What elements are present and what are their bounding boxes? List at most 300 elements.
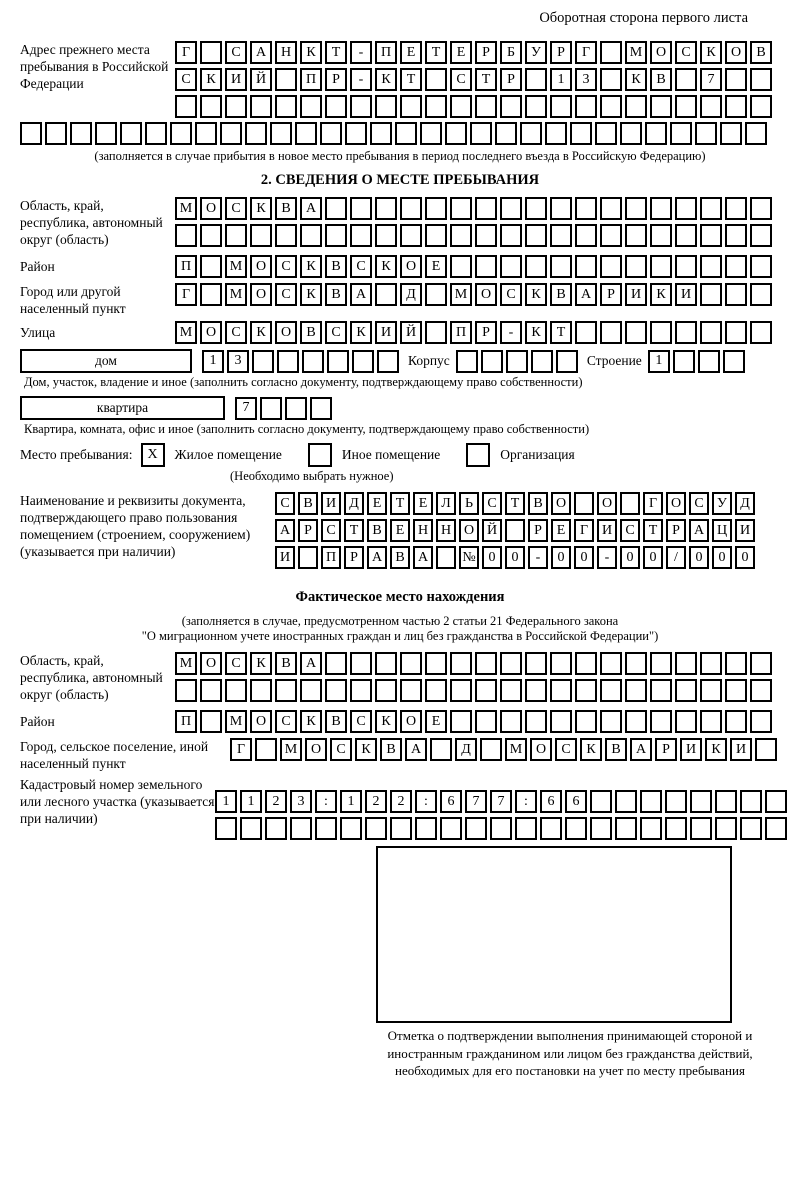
char-cell[interactable]: И bbox=[730, 738, 752, 761]
char-cell[interactable]: О bbox=[250, 255, 272, 278]
char-cell[interactable] bbox=[425, 679, 447, 702]
char-cell[interactable]: А bbox=[275, 519, 295, 542]
char-cell[interactable] bbox=[750, 679, 772, 702]
char-cell[interactable]: О bbox=[551, 492, 571, 515]
char-cell[interactable]: А bbox=[350, 283, 372, 306]
char-cell[interactable]: Д bbox=[400, 283, 422, 306]
char-cell[interactable] bbox=[650, 197, 672, 220]
char-cell[interactable]: Т bbox=[425, 41, 447, 64]
char-cell[interactable]: 0 bbox=[735, 546, 755, 569]
char-cell[interactable]: С bbox=[555, 738, 577, 761]
prev-address-row-3[interactable] bbox=[175, 95, 775, 118]
dom-type-box[interactable]: дом bbox=[20, 349, 192, 373]
char-cell[interactable]: Е bbox=[551, 519, 571, 542]
char-cell[interactable] bbox=[445, 122, 467, 145]
char-cell[interactable] bbox=[200, 224, 222, 247]
char-cell[interactable]: С bbox=[225, 41, 247, 64]
char-cell[interactable]: Е bbox=[413, 492, 433, 515]
char-cell[interactable] bbox=[525, 197, 547, 220]
char-cell[interactable]: 3 bbox=[227, 350, 249, 373]
char-cell[interactable] bbox=[550, 197, 572, 220]
char-cell[interactable]: А bbox=[300, 652, 322, 675]
char-cell[interactable] bbox=[575, 255, 597, 278]
char-cell[interactable]: Е bbox=[390, 519, 410, 542]
char-cell[interactable] bbox=[400, 95, 422, 118]
char-cell[interactable]: О bbox=[400, 255, 422, 278]
char-cell[interactable] bbox=[600, 255, 622, 278]
char-cell[interactable] bbox=[745, 122, 767, 145]
char-cell[interactable]: В bbox=[750, 41, 772, 64]
char-cell[interactable]: 1 bbox=[340, 790, 362, 813]
char-cell[interactable]: Р bbox=[500, 68, 522, 91]
char-cell[interactable] bbox=[575, 95, 597, 118]
char-cell[interactable]: 7 bbox=[700, 68, 722, 91]
char-cell[interactable] bbox=[750, 652, 772, 675]
char-cell[interactable] bbox=[290, 817, 312, 840]
char-cell[interactable] bbox=[350, 652, 372, 675]
char-cell[interactable] bbox=[575, 197, 597, 220]
char-cell[interactable] bbox=[665, 790, 687, 813]
char-cell[interactable]: Г bbox=[175, 283, 197, 306]
char-cell[interactable] bbox=[725, 224, 747, 247]
char-cell[interactable] bbox=[375, 197, 397, 220]
char-cell[interactable]: 1 bbox=[648, 350, 670, 373]
char-cell[interactable]: К bbox=[300, 710, 322, 733]
char-cell[interactable] bbox=[675, 321, 697, 344]
char-cell[interactable]: И bbox=[675, 283, 697, 306]
char-cell[interactable]: Р bbox=[298, 519, 318, 542]
char-cell[interactable]: - bbox=[597, 546, 617, 569]
char-cell[interactable]: Д bbox=[455, 738, 477, 761]
korpus-cells[interactable] bbox=[456, 350, 581, 373]
char-cell[interactable]: 1 bbox=[240, 790, 262, 813]
char-cell[interactable] bbox=[175, 679, 197, 702]
char-cell[interactable] bbox=[615, 790, 637, 813]
char-cell[interactable] bbox=[500, 652, 522, 675]
char-cell[interactable]: И bbox=[680, 738, 702, 761]
char-cell[interactable] bbox=[200, 710, 222, 733]
char-cell[interactable] bbox=[650, 679, 672, 702]
char-cell[interactable] bbox=[365, 817, 387, 840]
char-cell[interactable] bbox=[325, 95, 347, 118]
char-cell[interactable]: В bbox=[325, 283, 347, 306]
char-cell[interactable] bbox=[750, 255, 772, 278]
char-cell[interactable] bbox=[415, 817, 437, 840]
char-cell[interactable] bbox=[725, 197, 747, 220]
char-cell[interactable]: Л bbox=[436, 492, 456, 515]
char-cell[interactable] bbox=[350, 224, 372, 247]
char-cell[interactable]: К bbox=[300, 41, 322, 64]
char-cell[interactable]: И bbox=[735, 519, 755, 542]
char-cell[interactable] bbox=[725, 321, 747, 344]
char-cell[interactable] bbox=[725, 710, 747, 733]
char-cell[interactable] bbox=[640, 790, 662, 813]
char-cell[interactable]: П bbox=[450, 321, 472, 344]
char-cell[interactable]: М bbox=[175, 197, 197, 220]
char-cell[interactable]: Е bbox=[450, 41, 472, 64]
char-cell[interactable] bbox=[625, 255, 647, 278]
char-cell[interactable]: М bbox=[175, 652, 197, 675]
char-cell[interactable]: Б bbox=[500, 41, 522, 64]
char-cell[interactable]: Р bbox=[600, 283, 622, 306]
char-cell[interactable]: У bbox=[525, 41, 547, 64]
document-row-2[interactable] bbox=[275, 519, 758, 542]
char-cell[interactable] bbox=[475, 197, 497, 220]
char-cell[interactable]: О bbox=[250, 283, 272, 306]
char-cell[interactable] bbox=[540, 817, 562, 840]
char-cell[interactable] bbox=[450, 652, 472, 675]
char-cell[interactable]: С bbox=[450, 68, 472, 91]
char-cell[interactable]: 7 bbox=[235, 397, 257, 420]
char-cell[interactable]: Т bbox=[475, 68, 497, 91]
char-cell[interactable] bbox=[525, 710, 547, 733]
char-cell[interactable]: К bbox=[525, 283, 547, 306]
char-cell[interactable]: Р bbox=[550, 41, 572, 64]
char-cell[interactable] bbox=[320, 122, 342, 145]
char-cell[interactable] bbox=[575, 652, 597, 675]
char-cell[interactable]: № bbox=[459, 546, 479, 569]
char-cell[interactable]: П bbox=[321, 546, 341, 569]
char-cell[interactable] bbox=[225, 679, 247, 702]
char-cell[interactable] bbox=[600, 679, 622, 702]
char-cell[interactable] bbox=[315, 817, 337, 840]
char-cell[interactable]: В bbox=[550, 283, 572, 306]
char-cell[interactable]: А bbox=[250, 41, 272, 64]
char-cell[interactable]: Р bbox=[666, 519, 686, 542]
char-cell[interactable] bbox=[575, 710, 597, 733]
char-cell[interactable]: 0 bbox=[482, 546, 502, 569]
char-cell[interactable] bbox=[195, 122, 217, 145]
char-cell[interactable]: 0 bbox=[620, 546, 640, 569]
char-cell[interactable]: М bbox=[280, 738, 302, 761]
char-cell[interactable] bbox=[565, 817, 587, 840]
char-cell[interactable] bbox=[377, 350, 399, 373]
char-cell[interactable] bbox=[550, 224, 572, 247]
char-cell[interactable] bbox=[250, 95, 272, 118]
char-cell[interactable] bbox=[475, 679, 497, 702]
char-cell[interactable]: 1 bbox=[215, 790, 237, 813]
char-cell[interactable]: К bbox=[525, 321, 547, 344]
char-cell[interactable] bbox=[440, 817, 462, 840]
char-cell[interactable] bbox=[590, 817, 612, 840]
char-cell[interactable]: Г bbox=[230, 738, 252, 761]
char-cell[interactable]: Т bbox=[390, 492, 410, 515]
char-cell[interactable]: Г bbox=[574, 519, 594, 542]
char-cell[interactable]: А bbox=[689, 519, 709, 542]
char-cell[interactable] bbox=[715, 790, 737, 813]
char-cell[interactable]: А bbox=[300, 197, 322, 220]
char-cell[interactable]: Н bbox=[436, 519, 456, 542]
char-cell[interactable] bbox=[720, 122, 742, 145]
char-cell[interactable]: В bbox=[325, 710, 347, 733]
char-cell[interactable] bbox=[698, 350, 720, 373]
char-cell[interactable] bbox=[277, 350, 299, 373]
char-cell[interactable]: Е bbox=[367, 492, 387, 515]
char-cell[interactable] bbox=[500, 679, 522, 702]
char-cell[interactable] bbox=[700, 679, 722, 702]
char-cell[interactable]: К bbox=[250, 652, 272, 675]
gorod-row[interactable] bbox=[175, 283, 775, 306]
char-cell[interactable]: Т bbox=[643, 519, 663, 542]
char-cell[interactable] bbox=[275, 224, 297, 247]
char-cell[interactable] bbox=[625, 95, 647, 118]
char-cell[interactable]: А bbox=[413, 546, 433, 569]
char-cell[interactable] bbox=[520, 122, 542, 145]
char-cell[interactable] bbox=[425, 95, 447, 118]
char-cell[interactable]: В bbox=[275, 197, 297, 220]
char-cell[interactable] bbox=[500, 710, 522, 733]
char-cell[interactable]: О bbox=[650, 41, 672, 64]
char-cell[interactable]: К bbox=[250, 197, 272, 220]
char-cell[interactable]: Й bbox=[482, 519, 502, 542]
char-cell[interactable] bbox=[500, 255, 522, 278]
char-cell[interactable] bbox=[550, 255, 572, 278]
char-cell[interactable]: О bbox=[530, 738, 552, 761]
char-cell[interactable]: Р bbox=[344, 546, 364, 569]
char-cell[interactable] bbox=[275, 679, 297, 702]
char-cell[interactable]: Ц bbox=[712, 519, 732, 542]
char-cell[interactable] bbox=[70, 122, 92, 145]
char-cell[interactable]: Т bbox=[344, 519, 364, 542]
checkbox-organizatsiya[interactable] bbox=[466, 443, 490, 467]
char-cell[interactable]: С bbox=[225, 321, 247, 344]
char-cell[interactable]: П bbox=[375, 41, 397, 64]
char-cell[interactable]: С bbox=[330, 738, 352, 761]
char-cell[interactable]: О bbox=[666, 492, 686, 515]
char-cell[interactable] bbox=[750, 283, 772, 306]
checkbox-zhiloe[interactable]: X bbox=[141, 443, 165, 467]
char-cell[interactable]: П bbox=[300, 68, 322, 91]
char-cell[interactable]: А bbox=[575, 283, 597, 306]
char-cell[interactable]: С bbox=[225, 652, 247, 675]
char-cell[interactable]: 0 bbox=[574, 546, 594, 569]
char-cell[interactable]: В bbox=[325, 255, 347, 278]
char-cell[interactable] bbox=[470, 122, 492, 145]
char-cell[interactable]: 3 bbox=[575, 68, 597, 91]
char-cell[interactable] bbox=[170, 122, 192, 145]
char-cell[interactable] bbox=[375, 95, 397, 118]
char-cell[interactable] bbox=[506, 350, 528, 373]
char-cell[interactable]: 2 bbox=[265, 790, 287, 813]
char-cell[interactable] bbox=[725, 283, 747, 306]
char-cell[interactable] bbox=[725, 255, 747, 278]
char-cell[interactable] bbox=[600, 652, 622, 675]
char-cell[interactable] bbox=[525, 652, 547, 675]
char-cell[interactable]: К bbox=[625, 68, 647, 91]
char-cell[interactable] bbox=[500, 95, 522, 118]
char-cell[interactable]: 6 bbox=[440, 790, 462, 813]
char-cell[interactable]: 3 bbox=[290, 790, 312, 813]
char-cell[interactable] bbox=[675, 255, 697, 278]
char-cell[interactable]: Р bbox=[528, 519, 548, 542]
document-row-1[interactable] bbox=[275, 492, 758, 515]
char-cell[interactable] bbox=[545, 122, 567, 145]
char-cell[interactable] bbox=[620, 122, 642, 145]
char-cell[interactable]: К bbox=[250, 321, 272, 344]
char-cell[interactable] bbox=[675, 197, 697, 220]
oblast-row-2[interactable] bbox=[175, 224, 775, 247]
char-cell[interactable] bbox=[475, 224, 497, 247]
char-cell[interactable] bbox=[575, 679, 597, 702]
kvartira-type-box[interactable]: квартира bbox=[20, 396, 225, 420]
char-cell[interactable] bbox=[200, 95, 222, 118]
char-cell[interactable] bbox=[495, 122, 517, 145]
char-cell[interactable]: 0 bbox=[689, 546, 709, 569]
char-cell[interactable]: Е bbox=[425, 710, 447, 733]
char-cell[interactable]: С bbox=[225, 197, 247, 220]
char-cell[interactable] bbox=[425, 197, 447, 220]
char-cell[interactable]: 0 bbox=[643, 546, 663, 569]
char-cell[interactable]: 7 bbox=[490, 790, 512, 813]
char-cell[interactable] bbox=[225, 224, 247, 247]
char-cell[interactable]: П bbox=[175, 255, 197, 278]
factual-raion-row[interactable] bbox=[175, 710, 775, 733]
char-cell[interactable]: И bbox=[597, 519, 617, 542]
char-cell[interactable]: К bbox=[375, 255, 397, 278]
char-cell[interactable] bbox=[700, 197, 722, 220]
char-cell[interactable] bbox=[675, 95, 697, 118]
char-cell[interactable]: К bbox=[300, 255, 322, 278]
char-cell[interactable] bbox=[500, 197, 522, 220]
char-cell[interactable] bbox=[225, 95, 247, 118]
char-cell[interactable]: И bbox=[375, 321, 397, 344]
char-cell[interactable]: 7 bbox=[465, 790, 487, 813]
char-cell[interactable]: И bbox=[275, 546, 295, 569]
char-cell[interactable]: К bbox=[700, 41, 722, 64]
char-cell[interactable]: И bbox=[225, 68, 247, 91]
char-cell[interactable] bbox=[450, 679, 472, 702]
char-cell[interactable] bbox=[640, 817, 662, 840]
dom-number-cells[interactable] bbox=[202, 350, 402, 373]
char-cell[interactable] bbox=[430, 738, 452, 761]
char-cell[interactable]: А bbox=[630, 738, 652, 761]
char-cell[interactable] bbox=[625, 197, 647, 220]
char-cell[interactable] bbox=[252, 350, 274, 373]
char-cell[interactable] bbox=[650, 224, 672, 247]
char-cell[interactable] bbox=[310, 397, 332, 420]
char-cell[interactable] bbox=[675, 652, 697, 675]
char-cell[interactable] bbox=[725, 679, 747, 702]
char-cell[interactable] bbox=[740, 790, 762, 813]
char-cell[interactable] bbox=[390, 817, 412, 840]
char-cell[interactable] bbox=[475, 95, 497, 118]
char-cell[interactable]: С bbox=[500, 283, 522, 306]
char-cell[interactable] bbox=[200, 679, 222, 702]
char-cell[interactable] bbox=[690, 790, 712, 813]
char-cell[interactable] bbox=[550, 679, 572, 702]
char-cell[interactable] bbox=[505, 519, 525, 542]
char-cell[interactable] bbox=[275, 95, 297, 118]
char-cell[interactable]: 2 bbox=[365, 790, 387, 813]
char-cell[interactable]: Н bbox=[275, 41, 297, 64]
char-cell[interactable] bbox=[750, 68, 772, 91]
char-cell[interactable] bbox=[615, 817, 637, 840]
char-cell[interactable]: П bbox=[175, 710, 197, 733]
char-cell[interactable]: О bbox=[275, 321, 297, 344]
char-cell[interactable] bbox=[200, 283, 222, 306]
char-cell[interactable] bbox=[670, 122, 692, 145]
char-cell[interactable] bbox=[765, 790, 787, 813]
char-cell[interactable] bbox=[375, 224, 397, 247]
char-cell[interactable] bbox=[700, 224, 722, 247]
char-cell[interactable] bbox=[375, 652, 397, 675]
char-cell[interactable]: О bbox=[725, 41, 747, 64]
char-cell[interactable]: 1 bbox=[550, 68, 572, 91]
char-cell[interactable]: О bbox=[200, 197, 222, 220]
char-cell[interactable] bbox=[370, 122, 392, 145]
char-cell[interactable]: У bbox=[712, 492, 732, 515]
char-cell[interactable] bbox=[300, 679, 322, 702]
char-cell[interactable] bbox=[650, 710, 672, 733]
ulitsa-row[interactable] bbox=[175, 321, 775, 344]
char-cell[interactable] bbox=[600, 95, 622, 118]
char-cell[interactable] bbox=[675, 224, 697, 247]
char-cell[interactable]: Т bbox=[400, 68, 422, 91]
factual-oblast-row-2[interactable] bbox=[175, 679, 775, 702]
char-cell[interactable] bbox=[725, 652, 747, 675]
char-cell[interactable] bbox=[725, 68, 747, 91]
checkbox-inoe[interactable] bbox=[308, 443, 332, 467]
char-cell[interactable]: Р bbox=[655, 738, 677, 761]
char-cell[interactable] bbox=[425, 283, 447, 306]
char-cell[interactable]: М bbox=[450, 283, 472, 306]
char-cell[interactable] bbox=[260, 397, 282, 420]
char-cell[interactable] bbox=[425, 321, 447, 344]
char-cell[interactable]: О bbox=[305, 738, 327, 761]
char-cell[interactable] bbox=[481, 350, 503, 373]
char-cell[interactable]: Т bbox=[550, 321, 572, 344]
char-cell[interactable] bbox=[325, 224, 347, 247]
char-cell[interactable] bbox=[475, 255, 497, 278]
char-cell[interactable] bbox=[175, 95, 197, 118]
char-cell[interactable]: К bbox=[705, 738, 727, 761]
char-cell[interactable] bbox=[515, 817, 537, 840]
char-cell[interactable] bbox=[625, 679, 647, 702]
char-cell[interactable] bbox=[200, 41, 222, 64]
char-cell[interactable] bbox=[250, 224, 272, 247]
char-cell[interactable]: И bbox=[321, 492, 341, 515]
char-cell[interactable]: С bbox=[325, 321, 347, 344]
factual-oblast-row-1[interactable] bbox=[175, 652, 775, 675]
prev-address-row-2[interactable] bbox=[175, 68, 775, 91]
char-cell[interactable] bbox=[700, 283, 722, 306]
char-cell[interactable]: К bbox=[580, 738, 602, 761]
char-cell[interactable]: Д bbox=[344, 492, 364, 515]
char-cell[interactable] bbox=[595, 122, 617, 145]
char-cell[interactable] bbox=[750, 95, 772, 118]
document-row-3[interactable] bbox=[275, 546, 758, 569]
char-cell[interactable]: К bbox=[375, 68, 397, 91]
char-cell[interactable] bbox=[420, 122, 442, 145]
char-cell[interactable]: И bbox=[625, 283, 647, 306]
cadastre-row-2[interactable] bbox=[215, 817, 790, 840]
char-cell[interactable] bbox=[575, 321, 597, 344]
char-cell[interactable] bbox=[350, 95, 372, 118]
char-cell[interactable] bbox=[200, 255, 222, 278]
char-cell[interactable]: В bbox=[367, 519, 387, 542]
char-cell[interactable] bbox=[325, 197, 347, 220]
char-cell[interactable] bbox=[570, 122, 592, 145]
char-cell[interactable]: Г bbox=[575, 41, 597, 64]
char-cell[interactable] bbox=[700, 652, 722, 675]
char-cell[interactable] bbox=[270, 122, 292, 145]
char-cell[interactable] bbox=[740, 817, 762, 840]
char-cell[interactable] bbox=[325, 652, 347, 675]
char-cell[interactable]: : bbox=[415, 790, 437, 813]
char-cell[interactable] bbox=[240, 817, 262, 840]
char-cell[interactable]: В bbox=[528, 492, 548, 515]
char-cell[interactable]: М bbox=[225, 283, 247, 306]
